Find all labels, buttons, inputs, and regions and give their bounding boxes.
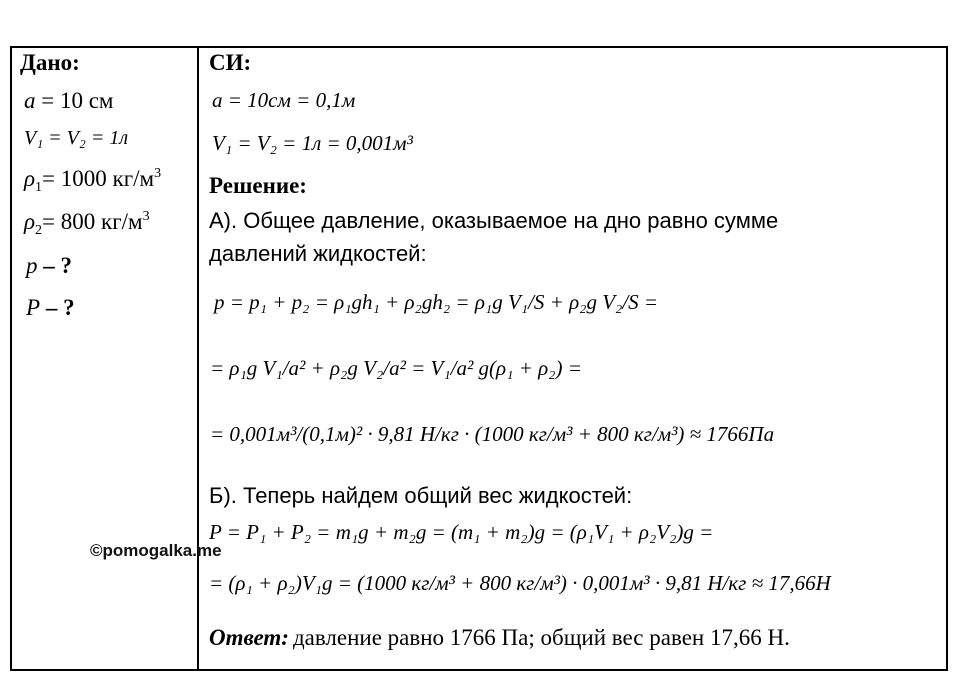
equation-weight-1: P = P₁ + P₂ = m₁g + m₂g = (m₁ + m₂)g = (ρ₁V₁ + ρ₂V₂)g =: [209, 520, 714, 544]
given-a-value: = 10 см: [41, 88, 114, 113]
equation-weight-2: = (ρ₁ + ρ₂)V₁g = (1000 кг/м³ + 800 кг/м³) · 0,001м³ · 9,81 Н/кг ≈ 17,66Н: [209, 571, 831, 595]
answer-text: давление равно 1766 Па; общий вес равен 17,66 Н.: [292, 625, 790, 650]
given-item-rho1: [24, 166, 161, 196]
watermark: ©pomogalka.me: [90, 541, 222, 560]
column-divider: [197, 46, 199, 671]
answer-line: [209, 625, 790, 651]
rho2-subscript: 2: [35, 223, 43, 238]
given-item-rho2: [24, 209, 150, 239]
given-header: Дано:: [20, 50, 80, 75]
weight-symbol: P: [26, 295, 41, 320]
pressure-symbol: p: [26, 253, 38, 278]
rho1-subscript: 1: [35, 180, 43, 195]
rho2-value: = 800 кг/м: [42, 209, 143, 234]
pressure-unknown-mark: – ?: [43, 253, 72, 278]
given-item-pressure-unknown: [26, 253, 72, 279]
si-line-volume: V₁ = V₂ = 1л = 0,001м³: [212, 131, 413, 155]
equation-pressure-1: p = p₁ + p₂ = ρ₁gh₁ + ρ₂gh₂ = ρ₁g V₁/S + ρ₂g V₂/S =: [214, 290, 659, 314]
part-b-text: Б). Теперь найдем общий вес жидкостей:: [209, 483, 633, 508]
solution-header: Решение:: [209, 173, 307, 198]
given-item-a: [24, 88, 113, 114]
weight-unknown-mark: – ?: [45, 295, 75, 320]
si-line-length: a = 10см = 0,1м: [212, 88, 356, 112]
rho1-symbol: ρ: [24, 166, 36, 191]
rho1-unit-exponent: 3: [154, 166, 162, 181]
rho2-unit-exponent: 3: [142, 209, 150, 224]
equation-pressure-3: = 0,001м³/(0,1м)² · 9,81 Н/кг · (1000 кг/м³ + 800 кг/м³) ≈ 1766Па: [210, 422, 775, 446]
rho1-value: = 1000 кг/м: [42, 166, 155, 191]
rho2-symbol: ρ: [24, 209, 36, 234]
part-a-text-2: давлений жидкостей:: [209, 241, 427, 266]
equation-pressure-2: = ρ₁g V₁/a² + ρ₂g V₂/a² = V₁/a² g(ρ₁ + ρ₂) =: [210, 356, 582, 380]
part-a-text-1: А). Общее давление, оказываемое на дно равно сумме: [209, 208, 779, 233]
given-a-symbol: a: [24, 88, 36, 113]
given-item-volume: V₁ = V₂ = 1л: [24, 127, 129, 149]
given-item-weight-unknown: [26, 295, 75, 321]
si-header: СИ:: [209, 50, 252, 75]
answer-label: Ответ:: [209, 625, 289, 650]
